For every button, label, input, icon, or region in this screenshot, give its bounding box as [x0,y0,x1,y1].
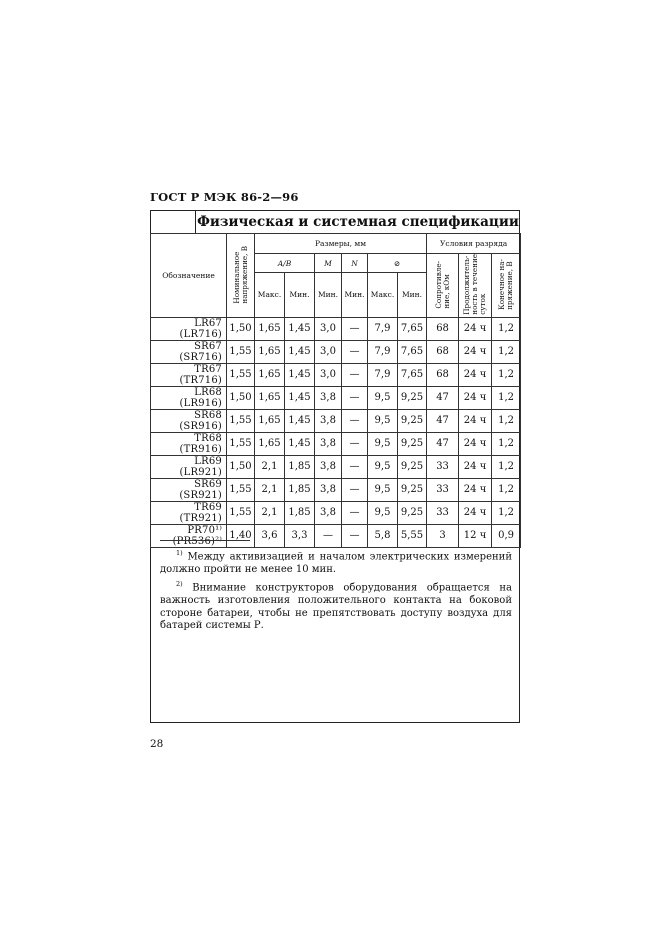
cell-ab-max: 3,6 [255,524,285,547]
cell-ab-min: 1,85 [285,478,315,501]
cell-dur: 24 ч [459,340,492,363]
cell-dur: 24 ч [459,455,492,478]
footnote-rule [160,540,250,541]
cell-d-min: 7,65 [398,340,427,363]
cell-d-min: 9,25 [398,386,427,409]
cell-n-max: — [342,317,368,340]
col-dim-m: M [315,254,342,273]
table-row [151,409,521,432]
cell-ab-min: 1,45 [285,340,315,363]
cell-d-max: 9,5 [368,455,398,478]
cell-designation: TR68 (TR916) [151,432,227,455]
cell-voltage: 1,50 [227,455,255,478]
cell-d-min: 7,65 [398,363,427,386]
cell-res: 3 [427,524,459,547]
table-title: Физическая и системная спецификации [195,210,520,234]
cell-n-max: — [342,524,368,547]
cell-d-min: 9,25 [398,432,427,455]
cell-voltage: 1,55 [227,363,255,386]
cell-ab-max: 1,65 [255,432,285,455]
cell-n-max: — [342,409,368,432]
footnote-1: $^{1)}$ Между активизацией и началом электрических измерений должно пройти не менее 10 мин. [160,549,512,575]
cell-ab-max: 1,65 [255,386,285,409]
col-dimensions: Размеры, мм [255,234,427,254]
cell-fin: 1,2 [492,432,521,455]
cell-res: 68 [427,340,459,363]
table-row [151,386,521,409]
cell-ab-max: 1,65 [255,409,285,432]
cell-voltage: 1,50 [227,386,255,409]
cell-dur: 24 ч [459,478,492,501]
cell-n-max: — [342,478,368,501]
cell-ab-max: 2,1 [255,501,285,524]
cell-d-min: 9,25 [398,455,427,478]
col-voltage: Номинальное напряжение, В [227,234,255,318]
cell-res: 68 [427,317,459,340]
cell-designation: PR70¹⁾ (PR536)²⁾ [151,524,227,547]
col-d-max: Макс. [368,273,398,318]
col-m-min: Мин. [315,273,342,318]
cell-voltage: 1,40 [227,524,255,547]
cell-ab-min: 1,85 [285,501,315,524]
cell-fin: 1,2 [492,386,521,409]
cell-ab-min: 1,45 [285,317,315,340]
cell-res: 33 [427,455,459,478]
footnotes [160,540,512,635]
cell-designation: TR69 (TR921) [151,501,227,524]
col-dim-ab: A/B [255,254,315,273]
cell-dur: 12 ч [459,524,492,547]
cell-voltage: 1,50 [227,317,255,340]
col-d-min: Мин. [398,273,427,318]
col-duration: Продолжитель- ность в течение суток [459,254,492,318]
cell-res: 33 [427,478,459,501]
cell-m-min: 3,0 [315,363,342,386]
cell-dur: 24 ч [459,386,492,409]
cell-m-min: 3,8 [315,386,342,409]
cell-dur: 24 ч [459,501,492,524]
cell-designation: LR69 (LR921) [151,455,227,478]
table-row [151,478,521,501]
col-dim-diameter: ⊘ [368,254,427,273]
table-row [151,363,521,386]
cell-ab-min: 1,45 [285,386,315,409]
col-discharge: Условия разряда [427,234,521,254]
cell-d-max: 9,5 [368,501,398,524]
table-row [151,340,521,363]
cell-n-max: — [342,455,368,478]
cell-ab-max: 2,1 [255,478,285,501]
cell-d-max: 7,9 [368,363,398,386]
cell-fin: 1,2 [492,409,521,432]
cell-designation: SR69 (SR921) [151,478,227,501]
col-final-voltage: Конечное на- пряжение, В [492,254,521,318]
table-row [151,455,521,478]
cell-voltage: 1,55 [227,409,255,432]
cell-d-max: 7,9 [368,340,398,363]
cell-ab-min: 1,45 [285,432,315,455]
cell-voltage: 1,55 [227,501,255,524]
cell-ab-max: 1,65 [255,317,285,340]
cell-ab-max: 1,65 [255,363,285,386]
cell-res: 33 [427,501,459,524]
cell-dur: 24 ч [459,363,492,386]
cell-res: 47 [427,432,459,455]
col-designation: Обозначение [151,234,227,318]
cell-n-max: — [342,501,368,524]
cell-designation: SR68 (SR916) [151,409,227,432]
cell-m-min: 3,8 [315,478,342,501]
cell-m-min: 3,8 [315,455,342,478]
cell-dur: 24 ч [459,432,492,455]
table-row [151,317,521,340]
cell-d-min: 7,65 [398,317,427,340]
cell-voltage: 1,55 [227,432,255,455]
col-ab-min: Мин. [285,273,315,318]
cell-n-max: — [342,432,368,455]
cell-d-min: 5,55 [398,524,427,547]
cell-m-min: 3,8 [315,409,342,432]
cell-d-max: 9,5 [368,432,398,455]
cell-fin: 1,2 [492,455,521,478]
cell-designation: SR67 (SR716) [151,340,227,363]
cell-d-max: 9,5 [368,409,398,432]
cell-res: 47 [427,409,459,432]
cell-fin: 1,2 [492,501,521,524]
cell-d-max: 5,8 [368,524,398,547]
cell-designation: LR68 (LR916) [151,386,227,409]
cell-fin: 1,2 [492,478,521,501]
col-ab-max: Макс. [255,273,285,318]
col-resistance: Сопротивле- ние, кОм [427,254,459,318]
cell-m-min: 3,0 [315,340,342,363]
table-row [151,432,521,455]
cell-ab-min: 1,45 [285,363,315,386]
cell-d-min: 9,25 [398,478,427,501]
cell-voltage: 1,55 [227,340,255,363]
cell-n-max: — [342,363,368,386]
cell-designation: TR67 (TR716) [151,363,227,386]
page-number: 28 [150,738,164,750]
col-dim-n: N [342,254,368,273]
cell-m-min: 3,0 [315,317,342,340]
cell-fin: 0,9 [492,524,521,547]
cell-m-min: 3,8 [315,501,342,524]
cell-d-min: 9,25 [398,409,427,432]
cell-fin: 1,2 [492,317,521,340]
cell-ab-min: 1,85 [285,455,315,478]
spec-table [150,233,521,548]
cell-voltage: 1,55 [227,478,255,501]
cell-ab-min: 3,3 [285,524,315,547]
cell-dur: 24 ч [459,317,492,340]
cell-fin: 1,2 [492,340,521,363]
document-header: ГОСТ Р МЭК 86-2—96 [150,190,299,204]
table-row [151,501,521,524]
cell-ab-max: 1,65 [255,340,285,363]
cell-n-max: — [342,386,368,409]
cell-ab-min: 1,45 [285,409,315,432]
cell-res: 47 [427,386,459,409]
col-n-max: Мин. [342,273,368,318]
cell-res: 68 [427,363,459,386]
cell-m-min: 3,8 [315,432,342,455]
cell-d-min: 9,25 [398,501,427,524]
cell-ab-max: 2,1 [255,455,285,478]
cell-n-max: — [342,340,368,363]
cell-d-max: 9,5 [368,478,398,501]
cell-designation: LR67 (LR716) [151,317,227,340]
cell-d-max: 7,9 [368,317,398,340]
cell-fin: 1,2 [492,363,521,386]
cell-dur: 24 ч [459,409,492,432]
cell-m-min: — [315,524,342,547]
footnote-2: $^{2)}$ Внимание конструкторов оборудования обращается на важность изготовления положительного контакта на боковой стороне батареи, чтобы не препятствовать доступу воздуха для батарей системы Р. [160,580,512,632]
cell-d-max: 9,5 [368,386,398,409]
